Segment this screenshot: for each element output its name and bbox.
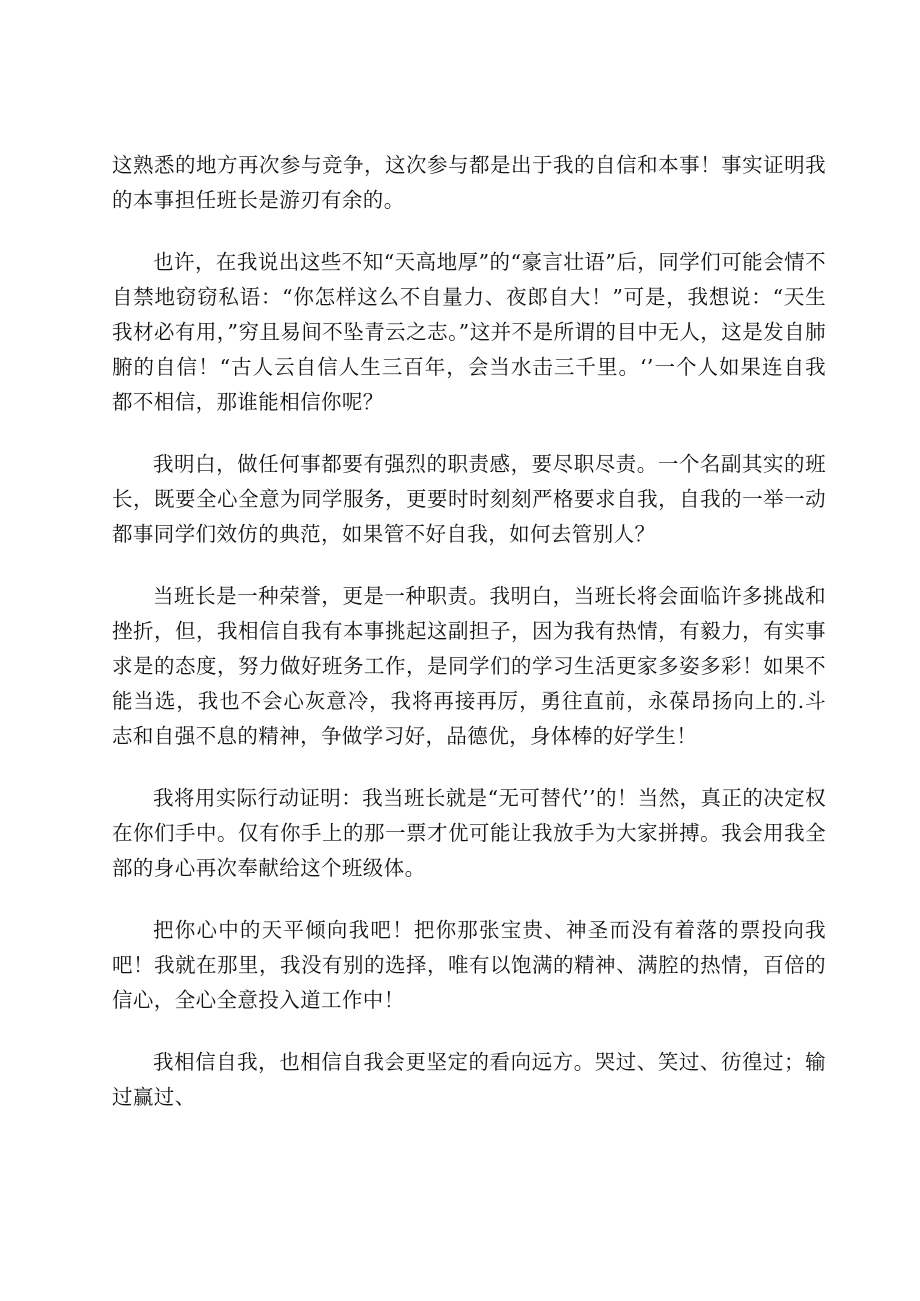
paragraph-5: 我将用实际行动证明：我当班长就是“无可替代’’的！当然，真正的决定权在你们手中。仅有你手上的那一票才优可能让我放手为大家拼搏。我会用我全部的身心再次奉献给这个班级体。 <box>112 786 826 880</box>
paragraph-1: 这熟悉的地方再次参与竞争，这次参与都是出于我的自信和本事！事实证明我的本事担任班长是游刃有余的。 <box>112 153 826 212</box>
paragraph-3: 我明白，做任何事都要有强烈的职责感，要尽职尽责。一个名副其实的班长，既要全心全意为同学服务，更要时时刻刻严格要求自我，自我的一举一动都事同学们效仿的典范，如果管不好自我，如何去管别人？ <box>112 452 826 546</box>
paragraph-7: 我相信自我，也相信自我会更坚定的看向远方。哭过、笑过、彷徨过；输过赢过、 <box>112 1050 826 1109</box>
paragraph-2: 也许，在我说出这些不知“天高地厚”的“豪言壮语”后，同学们可能会情不自禁地窃窃私语：“你怎样这么不自量力、夜郎自大！”可是，我想说：“天生我材必有用，”穷且易间不坠青云之志。”这并不是所谓的目中无人，这是发自肺腑的自信！“古人云自信人生三百年，会当水击三千里。‘’一个人如果连自我都不相信，那谁能相信你呢？ <box>112 250 826 414</box>
paragraph-6: 把你心中的天平倾向我吧！把你那张宝贵、神圣而没有着落的票投向我吧！我就在那里，我没有别的选择，唯有以饱满的精神、满腔的热情，百倍的信心，全心全意投入道工作中！ <box>112 918 826 1012</box>
document-body <box>112 148 826 1142</box>
paragraph-4: 当班长是一种荣誉，更是一种职责。我明白，当班长将会面临许多挑战和挫折，但，我相信自我有本事挑起这副担子，因为我有热情，有毅力，有实事求是的态度，努力做好班务工作，是同学们的学习生活更家多姿多彩！如果不能当选，我也不会心灰意冷，我将再接再厉，勇往直前，永葆昂扬向上的.斗志和自强不息的精神，争做学习好，品德优，身体棒的好学生！ <box>112 584 826 748</box>
